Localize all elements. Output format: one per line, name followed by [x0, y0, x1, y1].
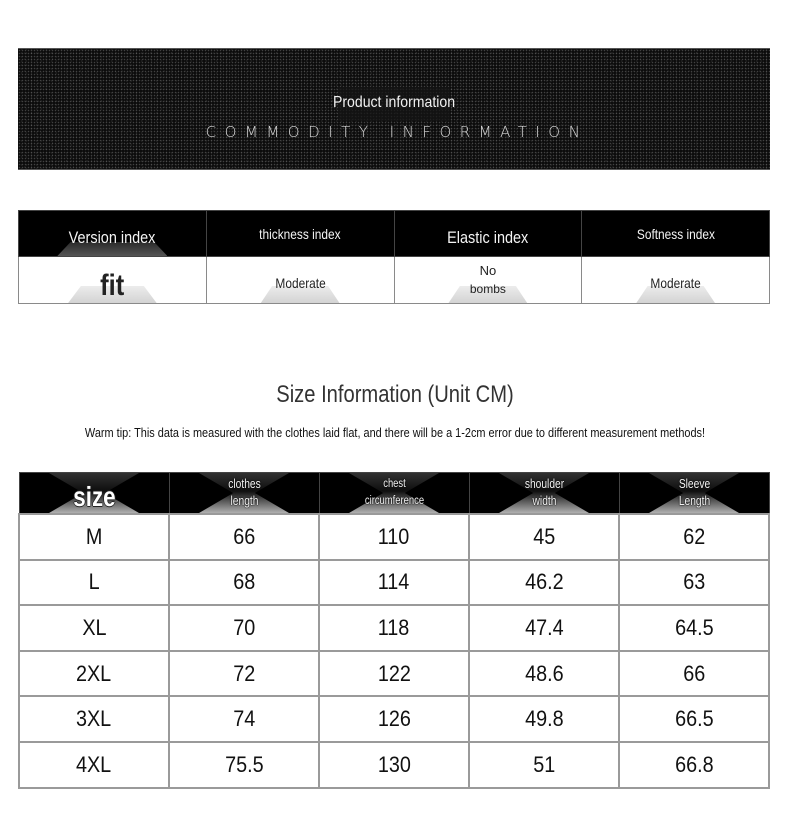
- table-row: [19, 560, 769, 606]
- fabric-index-table: [18, 210, 770, 304]
- cell-chest: 122: [319, 651, 469, 697]
- cell-clothes-length: 72: [169, 651, 319, 697]
- cell-shoulder: 49.8: [469, 696, 619, 742]
- table-row: [19, 696, 769, 742]
- cell-clothes-length: 74: [169, 696, 319, 742]
- value-version: fit: [19, 257, 207, 304]
- header-sleeve-length: Sleeve Length: [619, 473, 769, 515]
- header-thickness-index: thickness index: [206, 211, 394, 257]
- cell-shoulder: 46.2: [469, 560, 619, 606]
- cell-chest: 130: [319, 742, 469, 788]
- cell-size: 4XL: [19, 742, 169, 788]
- header-elastic-index: Elastic index: [394, 211, 582, 257]
- cell-chest: 126: [319, 696, 469, 742]
- cell-clothes-length: 70: [169, 605, 319, 651]
- header-version-index: Version index: [19, 211, 207, 257]
- cell-chest: 114: [319, 560, 469, 606]
- table-row: [19, 651, 769, 697]
- index-header-row: [19, 211, 770, 257]
- size-chart-table: [18, 472, 770, 789]
- header-clothes-length: clothes length: [169, 473, 319, 515]
- cell-chest: 110: [319, 514, 469, 560]
- warm-tip-text: Warm tip: This data is measured with the clothes laid flat, and there will be a 1-2cm error due to different measurement methods!: [84, 425, 706, 440]
- cell-clothes-length: 75.5: [169, 742, 319, 788]
- cell-size: M: [19, 514, 169, 560]
- table-row: [19, 605, 769, 651]
- size-header-row: [19, 473, 769, 515]
- cell-sleeve: 66.5: [619, 696, 769, 742]
- cell-shoulder: 45: [469, 514, 619, 560]
- cell-size: 3XL: [19, 696, 169, 742]
- cell-clothes-length: 68: [169, 560, 319, 606]
- size-info-title: Size Information (Unit CM): [276, 381, 514, 408]
- table-row: [19, 742, 769, 788]
- table-row: [19, 514, 769, 560]
- cell-sleeve: 66.8: [619, 742, 769, 788]
- banner-subtitle: COMMODITY INFORMATION: [205, 123, 589, 141]
- cell-size: L: [19, 560, 169, 606]
- cell-size: 2XL: [19, 651, 169, 697]
- commodity-info-banner: [18, 48, 770, 170]
- cell-shoulder: 51: [469, 742, 619, 788]
- header-shoulder-width: shoulder width: [469, 473, 619, 515]
- header-softness-index: Softness index: [582, 211, 770, 257]
- header-size: size: [19, 473, 169, 515]
- value-thickness: Moderate: [206, 257, 394, 304]
- value-elastic: No bombs: [394, 257, 582, 304]
- value-softness: Moderate: [582, 257, 770, 304]
- index-value-row: [19, 257, 770, 304]
- cell-sleeve: 62: [619, 514, 769, 560]
- banner-title: Product information: [332, 94, 456, 111]
- cell-sleeve: 64.5: [619, 605, 769, 651]
- header-chest-circumference: chest circumference: [319, 473, 469, 515]
- cell-shoulder: 48.6: [469, 651, 619, 697]
- cell-sleeve: 63: [619, 560, 769, 606]
- cell-chest: 118: [319, 605, 469, 651]
- cell-shoulder: 47.4: [469, 605, 619, 651]
- cell-clothes-length: 66: [169, 514, 319, 560]
- cell-sleeve: 66: [619, 651, 769, 697]
- cell-size: XL: [19, 605, 169, 651]
